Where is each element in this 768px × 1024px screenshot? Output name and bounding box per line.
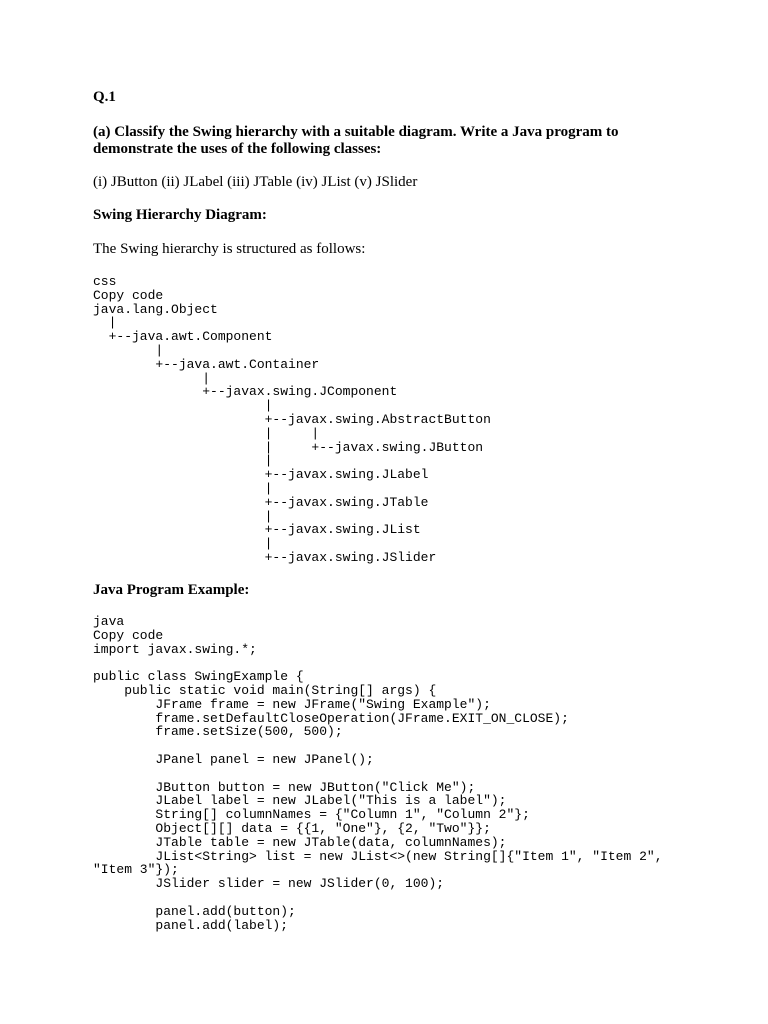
hierarchy-code-block: css Copy code java.lang.Object | +--java.awt.Component | +--java.awt.Container | +--javax.swing.JComponent | +--javax.swing.AbstractButton | | | +--javax.swing.JButton | +--javax.swing.JLabel | +--javax.swing.JTable | +--javax.swing.JList | +--javax.swing.JSlider: [93, 274, 491, 565]
question-part-a: (a) Classify the Swing hierarchy with a suitable diagram. Write a Java program to demonstrate the uses of the following classes:: [93, 124, 619, 157]
program-heading: Java Program Example:: [93, 582, 250, 598]
classes-list: (i) JButton (ii) JLabel (iii) JTable (iv) JList (v) JSlider: [93, 174, 418, 190]
hierarchy-heading: Swing Hierarchy Diagram:: [93, 207, 267, 223]
hierarchy-intro: The Swing hierarchy is structured as follows:: [93, 241, 366, 257]
question-label: Q.1: [93, 89, 116, 105]
program-code-block: java Copy code import javax.swing.*; public class SwingExample { public static void main(String[] args) { JFrame frame = new JFrame("Swing Example"); frame.setDefaultCloseOperation(JFrame.EXIT_ON_CLOSE); frame.setSize(500, 500); JPanel panel = new JPanel(); JButton button = new JButton("Click Me"); JLabel label = new JLabel("This is a label"); String[] columnNames = {"Column 1", "Column 2"}; Object[][] data = {{1, "One"}, {2, "Two"}}; JTable table = new JTable(data, columnNames); JList<String> list = new JList<>(new String[]{"Item 1", "Item 2", "Item 3"}); JSlider slider = new JSlider(0, 100); panel.add(button); panel.add(label);: [93, 614, 663, 933]
